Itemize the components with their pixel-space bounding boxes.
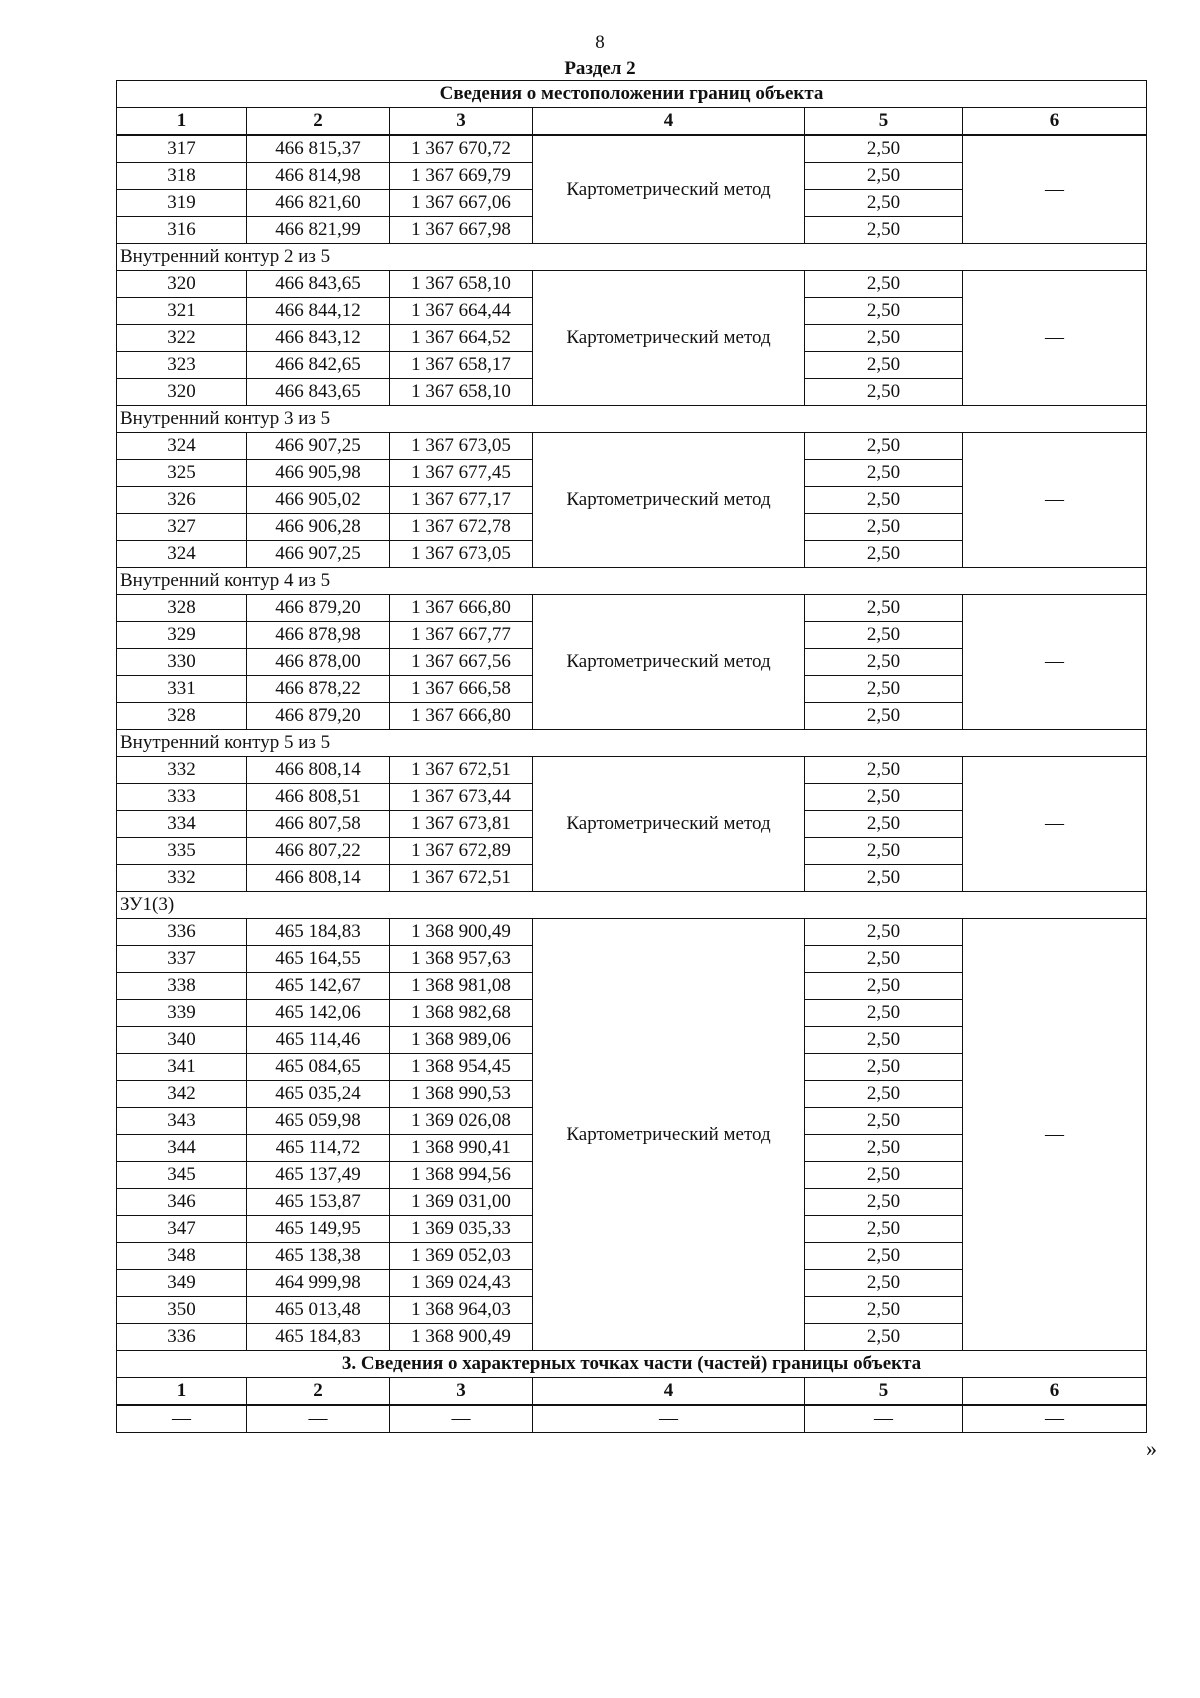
coordinate-y: 1 368 964,03 — [390, 1297, 533, 1324]
contour-label-row — [117, 244, 1147, 271]
accuracy-value: 2,50 — [805, 514, 963, 541]
accuracy-value: 2,50 — [805, 1081, 963, 1108]
coordinate-x: 465 184,83 — [247, 1324, 390, 1351]
accuracy-value: 2,50 — [805, 1297, 963, 1324]
contour-label: Внутренний контур 2 из 5 — [117, 244, 1147, 271]
coordinate-y: 1 368 900,49 — [390, 919, 533, 946]
point-number: 320 — [117, 271, 247, 298]
accuracy-value: 2,50 — [805, 838, 963, 865]
note-cell: — — [963, 595, 1147, 730]
coordinate-x: 464 999,98 — [247, 1270, 390, 1297]
point-number: 328 — [117, 703, 247, 730]
coordinate-x: 466 878,22 — [247, 676, 390, 703]
coordinate-x: 465 153,87 — [247, 1189, 390, 1216]
coordinate-y: 1 367 673,05 — [390, 541, 533, 568]
coordinate-x: 465 184,83 — [247, 919, 390, 946]
accuracy-value: 2,50 — [805, 703, 963, 730]
coordinate-y: 1 368 982,68 — [390, 1000, 533, 1027]
coordinate-x: 466 906,28 — [247, 514, 390, 541]
coordinate-x: 466 843,12 — [247, 325, 390, 352]
point-number: 348 — [117, 1243, 247, 1270]
accuracy-value: 2,50 — [805, 757, 963, 784]
coordinate-y: 1 367 677,45 — [390, 460, 533, 487]
column-header: 5 — [805, 108, 963, 136]
accuracy-value: 2,50 — [805, 784, 963, 811]
coordinate-y: 1 367 658,10 — [390, 271, 533, 298]
coordinate-y: 1 367 672,78 — [390, 514, 533, 541]
point-number: 316 — [117, 217, 247, 244]
accuracy-value: 2,50 — [805, 1162, 963, 1189]
note-cell: — — [963, 135, 1147, 244]
accuracy-value: 2,50 — [805, 379, 963, 406]
coordinate-x: 465 149,95 — [247, 1216, 390, 1243]
accuracy-value: 2,50 — [805, 1054, 963, 1081]
coordinate-x: 465 059,98 — [247, 1108, 390, 1135]
coordinate-x: 466 878,98 — [247, 622, 390, 649]
column-header: 2 — [247, 108, 390, 136]
coordinate-y: 1 367 672,51 — [390, 757, 533, 784]
point-number: 347 — [117, 1216, 247, 1243]
contour-label: Внутренний контур 4 из 5 — [117, 568, 1147, 595]
accuracy-value: 2,50 — [805, 676, 963, 703]
table-row — [117, 433, 1147, 460]
accuracy-value: 2,50 — [805, 217, 963, 244]
accuracy-value: 2,50 — [805, 1000, 963, 1027]
method-cell: Картометрический метод — [533, 919, 805, 1351]
coordinate-y: 1 367 667,56 — [390, 649, 533, 676]
method-cell: Картометрический метод — [533, 595, 805, 730]
coordinate-y: 1 367 666,58 — [390, 676, 533, 703]
dash-cell: — — [247, 1405, 390, 1433]
method-cell: Картометрический метод — [533, 757, 805, 892]
coordinate-y: 1 368 957,63 — [390, 946, 533, 973]
accuracy-value: 2,50 — [805, 1270, 963, 1297]
coordinate-y: 1 367 666,80 — [390, 595, 533, 622]
coordinate-y: 1 367 667,06 — [390, 190, 533, 217]
point-number: 330 — [117, 649, 247, 676]
contour-label: Внутренний контур 5 из 5 — [117, 730, 1147, 757]
coordinate-x: 466 807,58 — [247, 811, 390, 838]
coordinate-x: 465 035,24 — [247, 1081, 390, 1108]
coordinate-x: 465 137,49 — [247, 1162, 390, 1189]
accuracy-value: 2,50 — [805, 163, 963, 190]
coordinate-x: 466 842,65 — [247, 352, 390, 379]
coordinate-x: 466 844,12 — [247, 298, 390, 325]
point-number: 329 — [117, 622, 247, 649]
point-number: 326 — [117, 487, 247, 514]
accuracy-value: 2,50 — [805, 460, 963, 487]
point-number: 340 — [117, 1027, 247, 1054]
point-number: 337 — [117, 946, 247, 973]
coordinate-y: 1 368 900,49 — [390, 1324, 533, 1351]
coordinate-x: 465 084,65 — [247, 1054, 390, 1081]
coordinate-y: 1 368 954,45 — [390, 1054, 533, 1081]
coordinate-x: 465 164,55 — [247, 946, 390, 973]
coordinate-x: 466 905,02 — [247, 487, 390, 514]
accuracy-value: 2,50 — [805, 1027, 963, 1054]
accuracy-value: 2,50 — [805, 1324, 963, 1351]
accuracy-value: 2,50 — [805, 919, 963, 946]
column-header: 4 — [533, 1378, 805, 1406]
coordinate-x: 466 905,98 — [247, 460, 390, 487]
coordinate-y: 1 368 994,56 — [390, 1162, 533, 1189]
accuracy-value: 2,50 — [805, 352, 963, 379]
coordinate-y: 1 367 664,44 — [390, 298, 533, 325]
contour-label: ЗУ1(3) — [117, 892, 1147, 919]
point-number: 327 — [117, 514, 247, 541]
accuracy-value: 2,50 — [805, 973, 963, 1000]
table-row — [117, 757, 1147, 784]
point-number: 318 — [117, 163, 247, 190]
coordinate-x: 466 843,65 — [247, 271, 390, 298]
coordinate-y: 1 367 667,98 — [390, 217, 533, 244]
point-number: 349 — [117, 1270, 247, 1297]
point-number: 336 — [117, 919, 247, 946]
accuracy-value: 2,50 — [805, 541, 963, 568]
point-number: 345 — [117, 1162, 247, 1189]
point-number: 325 — [117, 460, 247, 487]
coordinate-x: 466 843,65 — [247, 379, 390, 406]
point-number: 324 — [117, 541, 247, 568]
section3-title: 3. Сведения о характерных точках части (частей) границы объекта — [117, 1351, 1147, 1378]
section3-title-row — [117, 1351, 1147, 1378]
point-number: 336 — [117, 1324, 247, 1351]
table-row — [117, 595, 1147, 622]
contour-label-row — [117, 730, 1147, 757]
coordinate-y: 1 369 031,00 — [390, 1189, 533, 1216]
page-number: 8 — [595, 32, 605, 53]
point-number: 322 — [117, 325, 247, 352]
coordinate-y: 1 367 658,10 — [390, 379, 533, 406]
point-number: 317 — [117, 135, 247, 163]
point-number: 338 — [117, 973, 247, 1000]
coordinate-y: 1 367 677,17 — [390, 487, 533, 514]
point-number: 341 — [117, 1054, 247, 1081]
accuracy-value: 2,50 — [805, 1189, 963, 1216]
accuracy-value: 2,50 — [805, 325, 963, 352]
coordinate-y: 1 368 989,06 — [390, 1027, 533, 1054]
accuracy-value: 2,50 — [805, 595, 963, 622]
dash-cell: — — [533, 1405, 805, 1433]
point-number: 343 — [117, 1108, 247, 1135]
coordinate-x: 465 013,48 — [247, 1297, 390, 1324]
accuracy-value: 2,50 — [805, 1135, 963, 1162]
column-header: 1 — [117, 108, 247, 136]
dash-cell: — — [963, 1405, 1147, 1433]
point-number: 350 — [117, 1297, 247, 1324]
section3-empty-row — [117, 1405, 1147, 1433]
coordinate-y: 1 368 990,53 — [390, 1081, 533, 1108]
coordinate-x: 466 807,22 — [247, 838, 390, 865]
point-number: 333 — [117, 784, 247, 811]
dash-cell: — — [805, 1405, 963, 1433]
column-header-row — [117, 108, 1147, 136]
table-row — [117, 919, 1147, 946]
point-number: 332 — [117, 757, 247, 784]
coordinate-y: 1 369 026,08 — [390, 1108, 533, 1135]
coordinate-x: 466 821,99 — [247, 217, 390, 244]
column-header: 6 — [963, 1378, 1147, 1406]
column-header: 3 — [390, 108, 533, 136]
coordinate-y: 1 367 673,05 — [390, 433, 533, 460]
coordinate-y: 1 367 667,77 — [390, 622, 533, 649]
table-caption: Сведения о местоположении границ объекта — [117, 81, 1147, 108]
point-number: 342 — [117, 1081, 247, 1108]
section-title: Раздел 2 — [564, 58, 636, 79]
accuracy-value: 2,50 — [805, 1108, 963, 1135]
point-number: 335 — [117, 838, 247, 865]
note-cell: — — [963, 919, 1147, 1351]
coordinate-y: 1 367 670,72 — [390, 135, 533, 163]
boundary-table — [116, 80, 1147, 1433]
coordinate-y: 1 367 672,51 — [390, 865, 533, 892]
coordinate-x: 466 821,60 — [247, 190, 390, 217]
table-row — [117, 135, 1147, 163]
coordinate-x: 466 808,51 — [247, 784, 390, 811]
accuracy-value: 2,50 — [805, 433, 963, 460]
point-number: 324 — [117, 433, 247, 460]
coordinate-y: 1 367 664,52 — [390, 325, 533, 352]
dash-cell: — — [390, 1405, 533, 1433]
contour-label-row — [117, 406, 1147, 433]
column-header: 1 — [117, 1378, 247, 1406]
contour-label-row — [117, 892, 1147, 919]
accuracy-value: 2,50 — [805, 135, 963, 163]
contour-label: Внутренний контур 3 из 5 — [117, 406, 1147, 433]
point-number: 332 — [117, 865, 247, 892]
coordinate-y: 1 367 673,81 — [390, 811, 533, 838]
table-row — [117, 271, 1147, 298]
point-number: 321 — [117, 298, 247, 325]
point-number: 346 — [117, 1189, 247, 1216]
coordinate-x: 466 808,14 — [247, 757, 390, 784]
coordinate-x: 465 142,06 — [247, 1000, 390, 1027]
coordinate-y: 1 367 658,17 — [390, 352, 533, 379]
coordinate-x: 466 808,14 — [247, 865, 390, 892]
accuracy-value: 2,50 — [805, 865, 963, 892]
point-number: 320 — [117, 379, 247, 406]
section3-header-row — [117, 1378, 1147, 1406]
method-cell: Картометрический метод — [533, 135, 805, 244]
coordinate-y: 1 369 024,43 — [390, 1270, 533, 1297]
closing-quote: » — [1146, 1436, 1157, 1461]
coordinate-x: 465 114,46 — [247, 1027, 390, 1054]
note-cell: — — [963, 433, 1147, 568]
dash-cell: — — [117, 1405, 247, 1433]
coordinate-x: 466 907,25 — [247, 433, 390, 460]
coordinate-x: 465 114,72 — [247, 1135, 390, 1162]
accuracy-value: 2,50 — [805, 271, 963, 298]
coordinate-x: 466 907,25 — [247, 541, 390, 568]
note-cell: — — [963, 757, 1147, 892]
coordinate-y: 1 369 035,33 — [390, 1216, 533, 1243]
point-number: 344 — [117, 1135, 247, 1162]
column-header: 6 — [963, 108, 1147, 136]
coordinate-y: 1 367 666,80 — [390, 703, 533, 730]
accuracy-value: 2,50 — [805, 1243, 963, 1270]
coordinate-x: 465 142,67 — [247, 973, 390, 1000]
coordinate-x: 466 814,98 — [247, 163, 390, 190]
accuracy-value: 2,50 — [805, 487, 963, 514]
coordinate-y: 1 367 672,89 — [390, 838, 533, 865]
coordinate-x: 466 878,00 — [247, 649, 390, 676]
column-header: 5 — [805, 1378, 963, 1406]
note-cell: — — [963, 271, 1147, 406]
coordinate-y: 1 369 052,03 — [390, 1243, 533, 1270]
point-number: 328 — [117, 595, 247, 622]
accuracy-value: 2,50 — [805, 1216, 963, 1243]
contour-label-row — [117, 568, 1147, 595]
method-cell: Картометрический метод — [533, 271, 805, 406]
point-number: 331 — [117, 676, 247, 703]
column-header: 4 — [533, 108, 805, 136]
accuracy-value: 2,50 — [805, 298, 963, 325]
coordinate-y: 1 367 673,44 — [390, 784, 533, 811]
coordinate-y: 1 368 981,08 — [390, 973, 533, 1000]
method-cell: Картометрический метод — [533, 433, 805, 568]
accuracy-value: 2,50 — [805, 649, 963, 676]
accuracy-value: 2,50 — [805, 946, 963, 973]
coordinate-x: 466 879,20 — [247, 595, 390, 622]
coordinate-x: 465 138,38 — [247, 1243, 390, 1270]
coordinate-x: 466 879,20 — [247, 703, 390, 730]
table-caption-row — [117, 81, 1147, 108]
accuracy-value: 2,50 — [805, 190, 963, 217]
point-number: 319 — [117, 190, 247, 217]
accuracy-value: 2,50 — [805, 811, 963, 838]
coordinate-x: 466 815,37 — [247, 135, 390, 163]
coordinate-y: 1 368 990,41 — [390, 1135, 533, 1162]
coordinate-y: 1 367 669,79 — [390, 163, 533, 190]
accuracy-value: 2,50 — [805, 622, 963, 649]
column-header: 3 — [390, 1378, 533, 1406]
point-number: 339 — [117, 1000, 247, 1027]
column-header: 2 — [247, 1378, 390, 1406]
point-number: 323 — [117, 352, 247, 379]
point-number: 334 — [117, 811, 247, 838]
